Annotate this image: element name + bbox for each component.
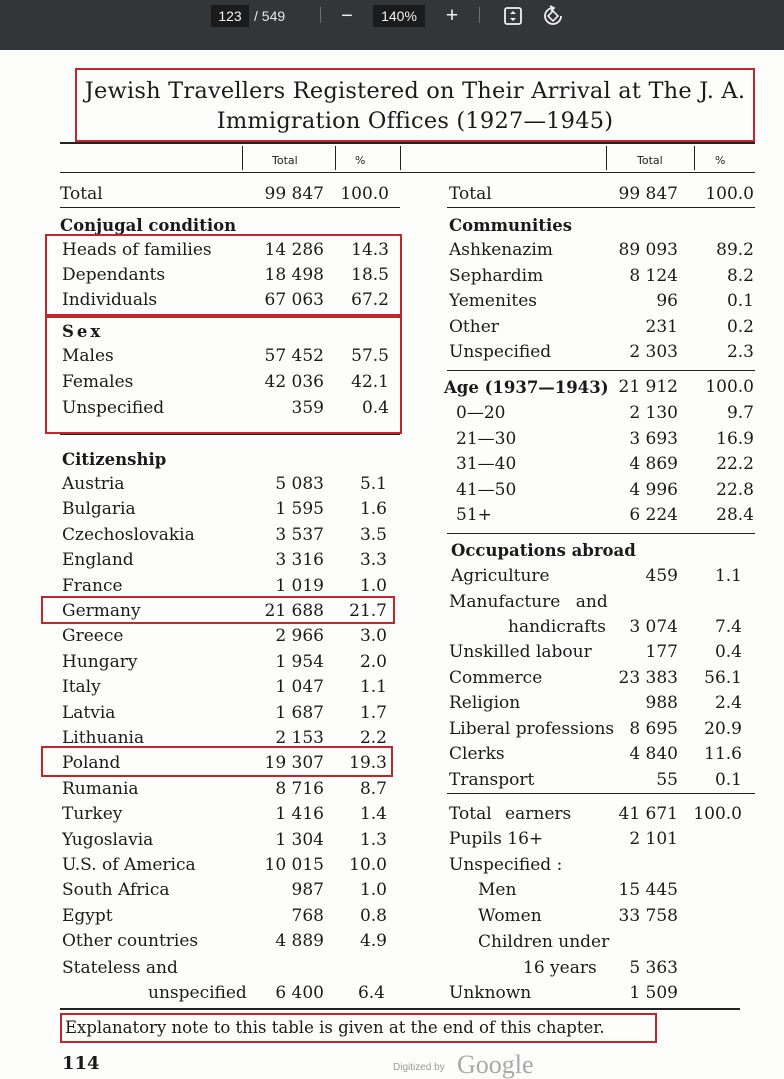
table-row-pct: 22.8 [716,479,754,500]
table-row-label: Yugoslavia [62,829,154,850]
table-row-pct: 10.0 [349,855,387,875]
section-rule [447,793,755,794]
table-row-total: 987 [291,880,324,901]
table-row-total: 55 [656,769,678,790]
table-row-pct: 3.0 [359,626,387,647]
table-row-total: 19 307 [264,753,324,774]
table-row-label: Females [62,372,134,392]
table-row-label: Individuals [62,290,158,310]
table-row-label: England [62,550,134,571]
table-row-pct: 2.2 [359,728,387,748]
table-row-pct: 1.0 [359,880,387,901]
table-row-pct: 18.5 [351,265,389,285]
zoom-in-button[interactable]: + [445,4,459,27]
table-row-label: Other countries [62,931,199,952]
sex-highlight-box [45,316,402,434]
table-row-total: 1 416 [275,804,324,825]
table-row-total: 10 015 [264,855,324,875]
table-row-total: 4 840 [629,744,678,764]
table-title [75,76,755,136]
table-row-label: Austria [62,474,125,494]
total-earners-value: 41 671 [618,804,678,824]
table-row-total: 67 063 [264,290,324,310]
stateless-label-line1: Stateless and [62,958,178,978]
table-row-pct: 1.1 [359,677,387,698]
table-row-pct: 9.7 [726,403,754,423]
table-row-total: 2 153 [275,728,324,748]
table-row-pct: 0.8 [359,905,387,926]
title-line-1: Jewish Travellers Registered on Their Arrival at The J. A. [84,78,746,104]
manufacture-label-line2: handicrafts [508,617,606,637]
unknown-label: Unknown [449,983,532,1003]
table-row-total: 1 687 [275,702,324,723]
pdf-toolbar [0,0,784,50]
right-total-label: Total [449,184,492,204]
table-row-pct: 20.9 [704,718,742,739]
col-header-total-left: Total [272,154,298,167]
col-divider [606,146,607,170]
table-row-pct: 2.4 [714,693,742,713]
bottom-rule [60,1008,740,1010]
total-earners-label: Total earners [449,804,572,824]
table-row-label: 0—20 [456,403,506,423]
rotate-button[interactable] [541,4,565,28]
table-row-pct: 28.4 [716,505,754,526]
children-label-line2: 16 years [523,958,597,978]
table-row-pct: 11.6 [704,744,742,764]
table-row-total: 14 286 [264,240,324,260]
table-row-label: Unspecified [62,398,165,418]
women-label: Women [478,906,542,926]
unknown-value: 1 509 [629,983,678,1003]
table-row-total: 1 019 [275,575,324,596]
table-row-total: 8 695 [629,718,678,739]
manufacture-label-line1: Manufacture and [449,592,608,612]
communities-heading: Communities [449,216,572,235]
table-row-pct: 0.1 [714,769,742,790]
table-row-label: Ashkenazim [449,240,553,260]
explanatory-note: Explanatory note to this table is given at the end of this chapter. [65,1018,605,1037]
table-row-label: Heads of families [62,240,212,260]
left-total-pct: 100.0 [340,184,389,204]
table-row-pct: 67.2 [351,290,389,310]
table-row-total: 18 498 [264,265,324,285]
section-rule [447,370,755,371]
table-row-total: 3 316 [275,550,324,571]
stateless-pct: 6.4 [357,983,385,1003]
table-row-pct: 89.2 [716,240,754,260]
section-rule [60,207,400,208]
citizenship-heading: Citizenship [62,450,167,469]
header-rule [60,172,755,173]
stateless-label-line2: unspecified [148,983,247,1003]
agriculture-pct: 1.1 [714,566,742,586]
occupations-heading: Occupations abroad [451,541,636,560]
table-row-pct: 1.6 [359,499,387,520]
table-row-label: Poland [62,753,121,774]
rotate-icon [541,4,565,28]
pupils-value: 2 101 [629,829,678,849]
table-row-total: 2 966 [275,626,324,647]
table-row-total: 57 452 [264,346,324,366]
children-label-line1: Children under [478,932,610,952]
men-label: Men [478,880,517,900]
table-row-label: Lithuania [62,728,145,748]
table-row-total: 4 889 [275,931,324,952]
table-row-pct: 5.1 [359,474,387,494]
table-row-pct: 0.4 [361,398,389,418]
table-row-total: 21 688 [264,601,324,621]
table-row-label: 31—40 [456,454,517,475]
table-row-label: U.S. of America [62,855,196,875]
table-row-label: Commerce [449,667,543,688]
table-row-pct: 2.0 [359,651,387,672]
conjugal-heading: Conjugal condition [60,216,237,235]
table-row-pct: 56.1 [704,667,742,688]
table-row-label: Other [449,316,499,337]
table-row-pct: 57.5 [351,346,389,366]
table-row-total: 988 [645,693,678,713]
page-total: / 549 [254,8,286,24]
table-row-pct: 1.0 [359,575,387,596]
table-row-label: Unspecified [449,342,552,362]
toolbar-divider [479,7,480,23]
zoom-out-button[interactable]: − [341,5,353,27]
table-row-label: 41—50 [456,479,517,500]
page-number: 114 [62,1053,100,1074]
table-row-total: 89 093 [618,240,678,260]
col-header-percent-right: % [715,154,726,167]
table-row-pct: 0.1 [726,291,754,311]
toolbar-divider [320,7,321,23]
manufacture-total: 3 074 [629,617,678,637]
page-number-input[interactable]: 123 [211,5,249,27]
pupils-label: Pupils 16+ [449,829,544,849]
table-row-total: 3 693 [629,428,678,449]
col-divider [242,146,243,170]
conjugal-highlight-box [45,234,402,316]
men-value: 15 445 [618,880,678,900]
manufacture-pct: 7.4 [714,617,742,637]
table-row-pct: 4.9 [359,931,387,952]
children-value: 5 363 [629,958,678,978]
table-row-total: 359 [291,398,324,418]
section-rule [447,533,755,534]
table-row-total: 3 537 [275,524,324,545]
right-total-value: 99 847 [618,184,678,204]
table-row-pct: 16.9 [716,428,754,449]
table-row-total: 8 716 [275,778,324,799]
age-pct: 100.0 [705,377,754,397]
table-row-label: Germany [62,601,141,621]
table-row-label: 51+ [456,505,492,526]
table-row-total: 42 036 [264,372,324,392]
table-row-pct: 0.4 [714,642,742,662]
table-row-label: Transport [449,769,535,790]
table-row-pct: 3.3 [359,550,387,571]
document-page [0,50,784,1079]
section-rule [60,434,400,435]
table-row-pct: 3.5 [359,524,387,545]
table-row-label: Religion [449,693,521,713]
table-row-total: 5 083 [275,474,324,494]
table-row-pct: 1.4 [359,804,387,825]
table-row-pct: 42.1 [351,372,389,392]
germany-highlight-box [41,596,395,624]
table-row-label: Greece [62,626,124,647]
sex-heading: Sex [62,322,104,341]
title-line-2: Immigration Offices (1927—1945) [216,108,614,134]
table-row-label: Turkey [62,804,123,825]
table-row-total: 177 [645,642,678,662]
table-row-total: 4 996 [629,479,678,500]
col-divider [694,146,695,170]
table-row-total: 23 383 [618,667,678,688]
agriculture-label: Agriculture [451,566,550,586]
table-row-total: 8 124 [629,265,678,286]
table-row-label: Bulgaria [62,499,136,520]
section-rule [447,207,755,208]
table-row-total: 4 869 [629,454,678,475]
col-divider [400,146,401,170]
table-row-label: Rumania [62,778,139,799]
table-row-label: France [62,575,123,596]
table-row-label: Males [62,346,114,366]
table-row-label: Hungary [62,651,138,672]
google-watermark: Google [457,1050,534,1079]
right-total-pct: 100.0 [705,184,754,204]
table-row-pct: 8.2 [726,265,754,286]
left-total-value: 99 847 [264,184,324,204]
unspecified-heading: Unspecified : [449,855,563,875]
fit-page-icon [502,5,524,27]
table-row-pct: 22.2 [716,454,754,475]
table-row-pct: 1.3 [359,829,387,850]
table-row-pct: 19.3 [349,753,387,774]
age-total: 21 912 [618,377,678,397]
table-row-total: 2 303 [629,342,678,362]
table-row-label: Clerks [449,744,505,764]
table-row-pct: 14.3 [351,240,389,260]
digitized-by-label: Digitized by [393,1062,445,1073]
table-row-total: 6 224 [629,505,678,526]
table-row-total: 1 595 [275,499,324,520]
table-row-label: Egypt [62,905,113,926]
fit-page-button[interactable] [502,5,524,27]
col-header-total-right: Total [637,154,663,167]
table-row-total: 1 047 [275,677,324,698]
top-rule [60,142,755,144]
table-row-total: 1 954 [275,651,324,672]
total-earners-pct: 100.0 [693,804,742,824]
agriculture-total: 459 [645,566,678,586]
table-row-label: South Africa [62,880,170,901]
table-row-label: Czechoslovakia [62,524,195,545]
left-total-label: Total [60,184,103,204]
table-row-pct: 1.7 [359,702,387,723]
table-row-total: 2 130 [629,403,678,423]
table-row-pct: 8.7 [359,778,387,799]
zoom-level-input[interactable]: 140% [373,5,425,27]
age-heading: Age (1937—1943) [444,378,609,397]
table-row-total: 1 304 [275,829,324,850]
col-divider [335,146,336,170]
table-row-total: 96 [656,291,678,311]
table-row-total: 231 [645,316,678,337]
table-row-label: Yemenites [449,291,537,311]
table-row-label: Liberal professions [449,718,615,739]
table-row-label: Italy [62,677,101,698]
poland-highlight-box [41,746,393,777]
col-header-percent-left: % [355,154,366,167]
table-row-label: Latvia [62,702,116,723]
table-row-pct: 2.3 [726,342,754,362]
table-row-pct: 21.7 [349,601,387,621]
table-row-pct: 0.2 [726,316,754,337]
table-row-label: Sephardim [449,265,544,286]
table-row-label: Dependants [62,265,166,285]
table-row-total: 768 [291,905,324,926]
stateless-total: 6 400 [275,983,324,1003]
women-value: 33 758 [618,906,678,926]
table-row-label: 21—30 [456,428,517,449]
table-row-label: Unskilled labour [449,642,592,662]
